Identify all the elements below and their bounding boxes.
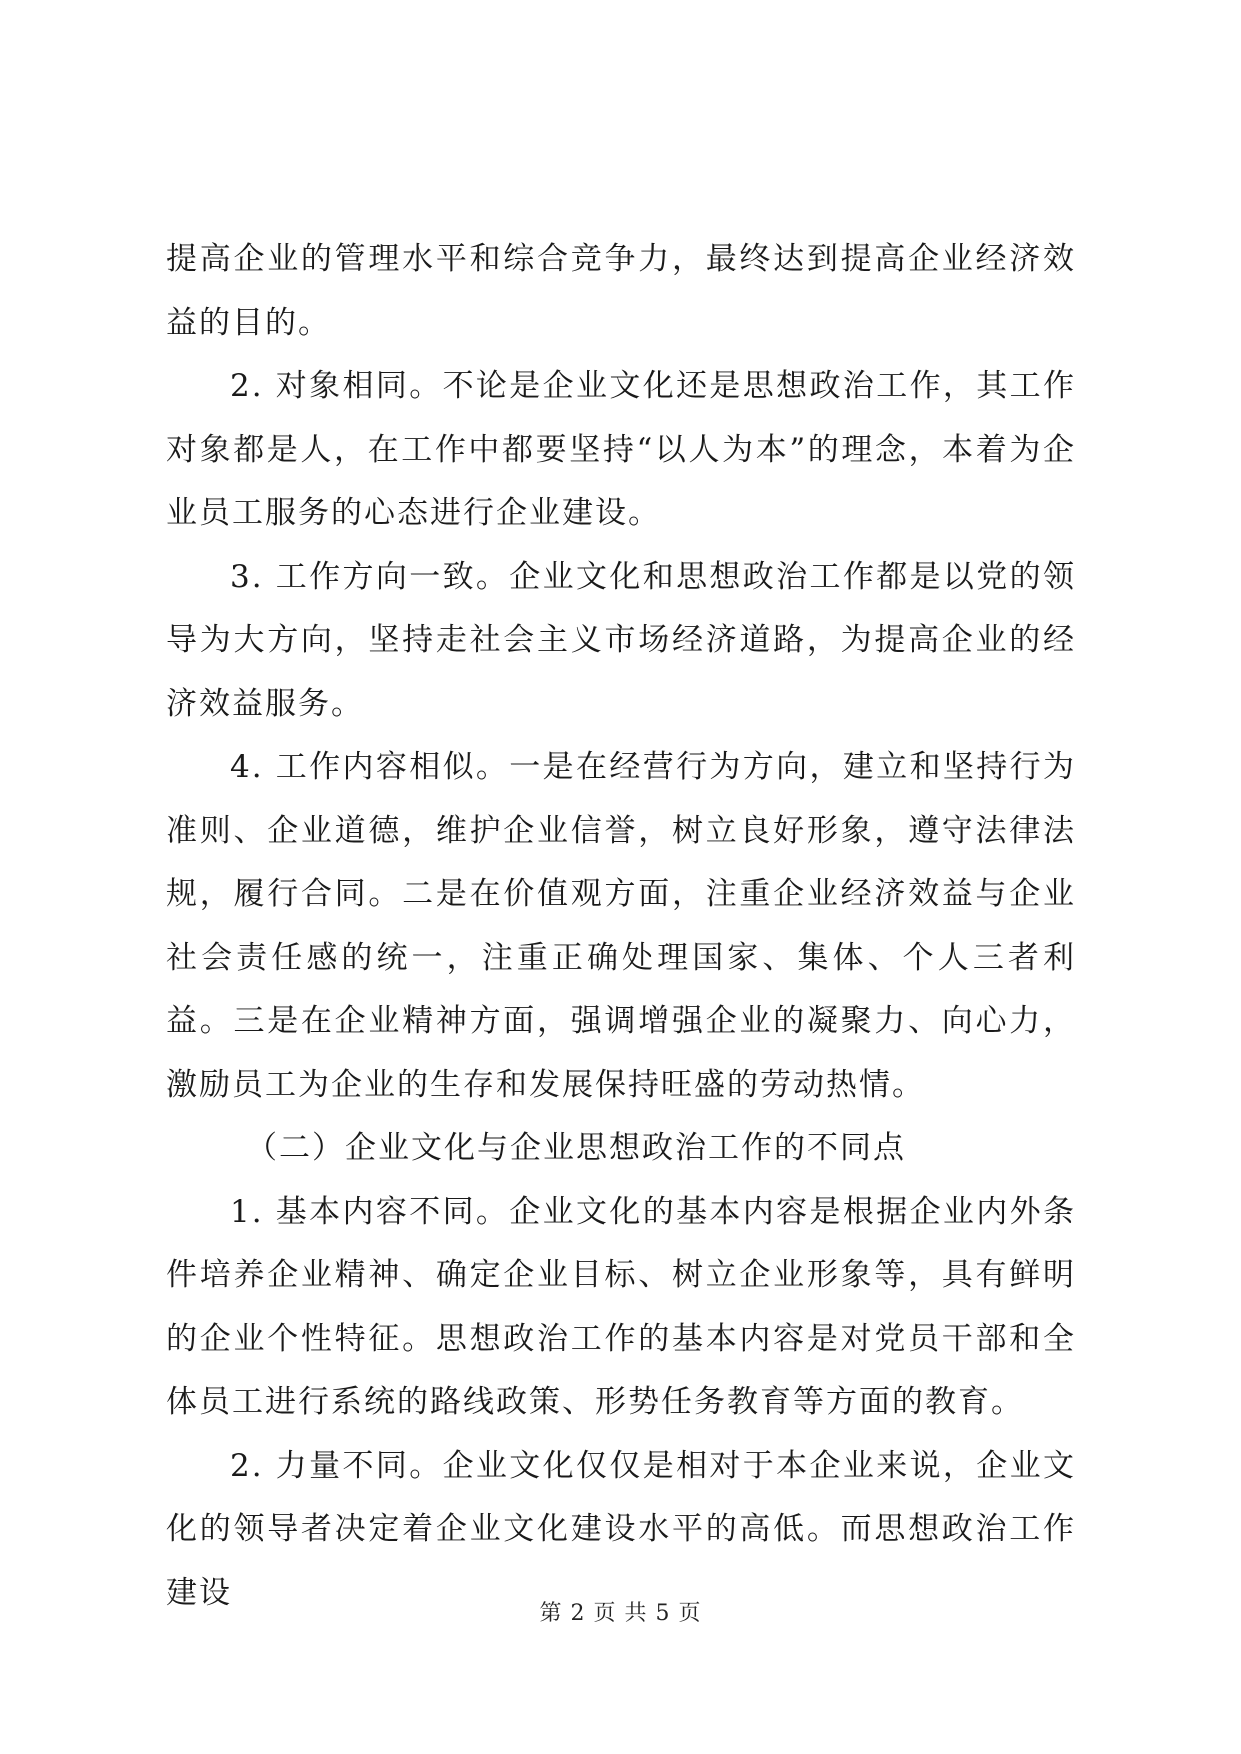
- paragraph-point-4: 4. 工作内容相似。一是在经营行为方向，建立和坚持行为准则、企业道德，维护企业信誉，树立良好形象，遵守法律法规，履行合同。二是在价值观方面，注重企业经济效益与企业社会责任感的统一，注重正确处理国家、集体、个人三者利益。三是在企业精神方面，强调增强企业的凝聚力、向心力，激励员工为企业的生存和发展保持旺盛的劳动热情。: [166, 749, 1076, 1103]
- paragraph-diff-2: 2. 力量不同。企业文化仅仅是相对于本企业来说，企业文化的领导者决定着企业文化建设水平的高低。而思想政治工作建设: [166, 1447, 1076, 1611]
- paragraph-point-3: 3. 工作方向一致。企业文化和思想政治工作都是以党的领导为大方向，坚持走社会主义市场经济道路，为提高企业的经济效益服务。: [166, 558, 1076, 722]
- page-footer: 第 2 页 共 5 页: [539, 1601, 702, 1626]
- paragraph-point-2: 2. 对象相同。不论是企业文化还是思想政治工作，其工作对象都是人，在工作中都要坚持“以人为本”的理念，本着为企业员工服务的心态进行企业建设。: [166, 368, 1076, 531]
- section-heading: （二）企业文化与企业思想政治工作的不同点: [246, 1130, 906, 1166]
- paragraph-diff-1: 1. 基本内容不同。企业文化的基本内容是根据企业内外条件培养企业精神、确定企业目标、树立企业形象等，具有鲜明的企业个性特征。思想政治工作的基本内容是对党员干部和全体员工进行系统的路线政策、形势任务教育等方面的教育。: [166, 1193, 1076, 1420]
- document-body: [166, 228, 1076, 1625]
- paragraph-continuation: 提高企业的管理水平和综合竞争力，最终达到提高企业经济效益的目的。: [166, 241, 1076, 341]
